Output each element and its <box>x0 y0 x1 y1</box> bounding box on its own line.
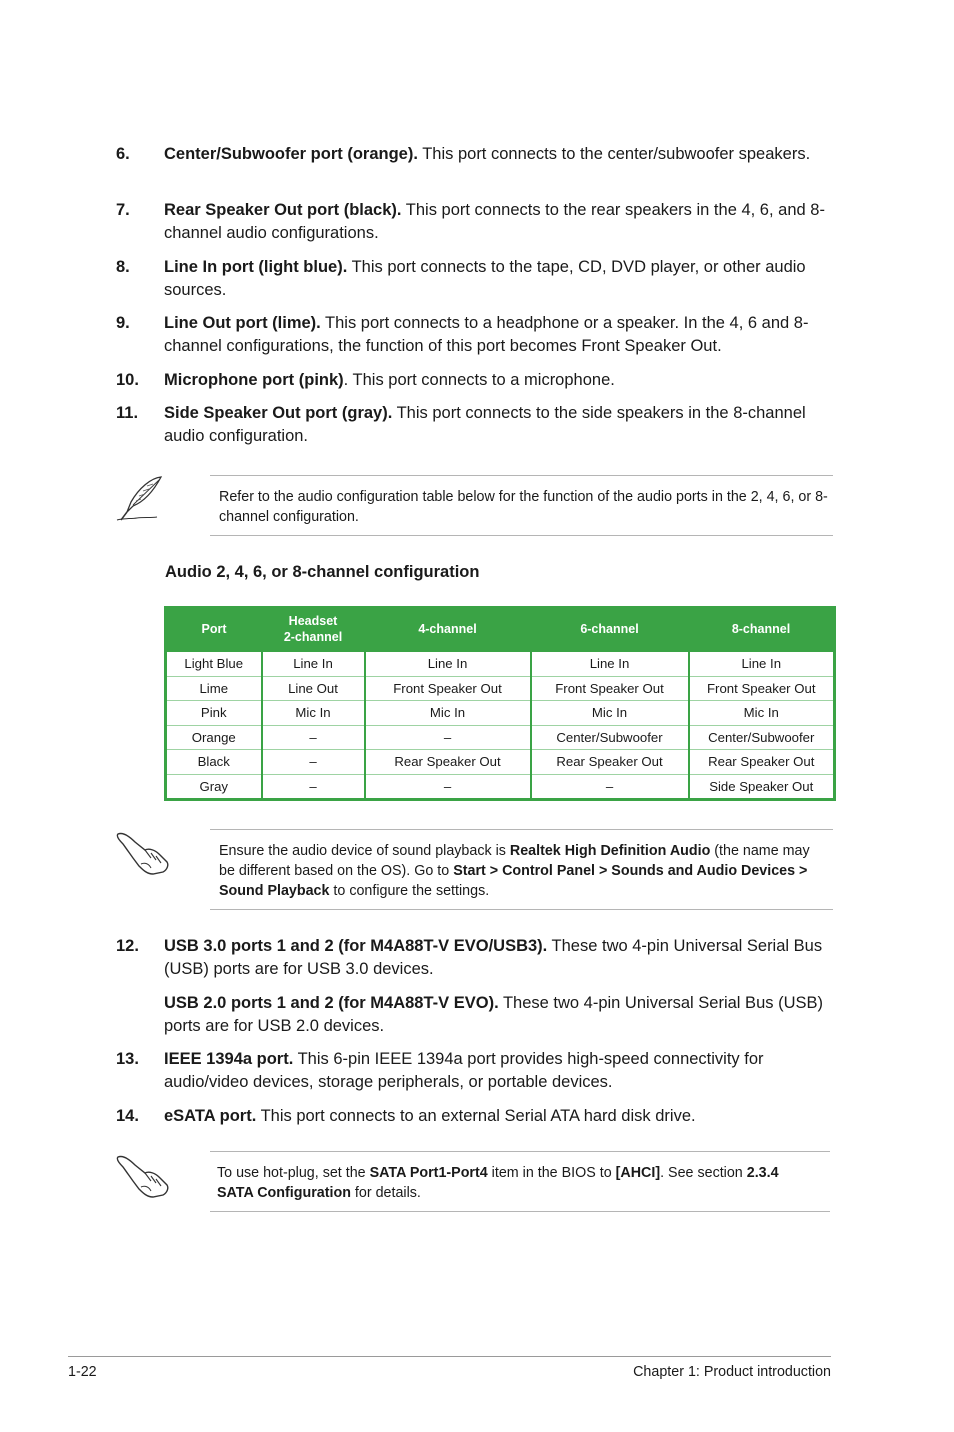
note-bold: Start > Control Panel > Sounds and Audio Devices > Sound Playback <box>219 863 808 899</box>
cell: Rear Speaker Out <box>531 750 689 775</box>
list-item-14 <box>116 1105 836 1128</box>
note-audio-config <box>219 487 831 527</box>
note-divider-top <box>210 475 833 476</box>
cell: Line In <box>531 652 689 677</box>
item-title: Rear Speaker Out port (black). <box>164 201 402 219</box>
table-row <box>166 676 835 701</box>
note-text: item in the BIOS to <box>487 1165 616 1181</box>
col-header-port: Port <box>166 607 262 652</box>
cell: Line In <box>689 652 835 677</box>
list-item-8 <box>116 256 836 302</box>
cell: Gray <box>166 774 262 800</box>
note-text: (the name may be different based on the OS). Go to <box>219 843 810 879</box>
col-header-4ch: 4-channel <box>365 607 531 652</box>
table-header-row <box>166 607 835 652</box>
cell: Pink <box>166 701 262 726</box>
note-divider-bottom <box>210 909 833 910</box>
note-text: for details. <box>350 1185 421 1201</box>
list-item-12b <box>116 992 836 1038</box>
cell: Rear Speaker Out <box>365 750 531 775</box>
item-title: Line Out port (lime). <box>164 314 321 332</box>
cell: – <box>262 725 365 750</box>
cell: Black <box>166 750 262 775</box>
note-text: to configure the settings. <box>329 883 490 899</box>
note-text: To use hot-plug, set the <box>217 1165 370 1181</box>
cell: – <box>365 774 531 800</box>
item-text: This port connects to the side speakers in the 8-channel audio configuration. <box>164 404 806 445</box>
note-divider-bottom <box>210 535 833 536</box>
cell: Mic In <box>689 701 835 726</box>
cell: – <box>365 725 531 750</box>
table-row <box>166 701 835 726</box>
cell: Front Speaker Out <box>365 676 531 701</box>
item-text: These two 4-pin Universal Serial Bus (USB) ports are for USB 2.0 devices. <box>164 994 823 1035</box>
item-text: . This port connects to a microphone. <box>343 371 615 389</box>
item-title: Side Speaker Out port (gray). <box>164 404 393 422</box>
item-title: eSATA port. <box>164 1107 257 1125</box>
note-hot-plug <box>217 1163 817 1203</box>
list-item-11 <box>116 402 836 448</box>
note-text: . See section <box>660 1165 747 1181</box>
page-number: 1-22 <box>68 1364 97 1380</box>
list-item-13 <box>116 1048 836 1094</box>
item-title: Center/Subwoofer port (orange). <box>164 145 418 163</box>
item-text: These two 4-pin Universal Serial Bus (USB) ports are for USB 3.0 devices. <box>164 937 823 978</box>
item-title: Microphone port (pink) <box>164 371 344 389</box>
item-title: USB 3.0 ports 1 and 2 (for M4A88T-V EVO/USB3). <box>164 937 548 955</box>
item-title: Line In port (light blue). <box>164 258 348 276</box>
note-sound-device <box>219 841 819 901</box>
table-row <box>166 725 835 750</box>
cell: Front Speaker Out <box>531 676 689 701</box>
item-text: This 6-pin IEEE 1394a port provides high-speed connectivity for audio/video devices, storage peripherals, or portable devices. <box>164 1050 764 1091</box>
item-text: This port connects to the tape, CD, DVD player, or other audio sources. <box>164 258 806 299</box>
item-title: IEEE 1394a port. <box>164 1050 294 1068</box>
item-number: 8. <box>116 258 130 276</box>
list-item-10 <box>116 369 836 392</box>
cell: Front Speaker Out <box>689 676 835 701</box>
col-header-6ch: 6-channel <box>531 607 689 652</box>
col-header-8ch: 8-channel <box>689 607 835 652</box>
cell: Line In <box>262 652 365 677</box>
cell: Mic In <box>531 701 689 726</box>
cell: – <box>262 750 365 775</box>
item-number: 11. <box>116 404 139 422</box>
cell: Line In <box>365 652 531 677</box>
cell: Rear Speaker Out <box>689 750 835 775</box>
note-text: Ensure the audio device of sound playback is <box>219 843 510 859</box>
hand-icon <box>115 1151 171 1199</box>
item-number: 9. <box>116 314 130 332</box>
note-divider-top <box>210 1151 830 1152</box>
item-number: 10. <box>116 371 139 389</box>
note-text: Refer to the audio configuration table below for the function of the audio ports in the 2, 4, 6, or 8-channel configuration. <box>219 489 828 525</box>
col-header-headset-line1: Headset <box>288 614 338 628</box>
col-header-headset <box>262 607 365 652</box>
item-number: 14. <box>116 1107 139 1125</box>
cell: – <box>531 774 689 800</box>
cell: Center/Subwoofer <box>689 725 835 750</box>
cell: Mic In <box>262 701 365 726</box>
cell: Mic In <box>365 701 531 726</box>
item-text: This port connects to a headphone or a speaker. In the 4, 6 and 8-channel configurations, the function of this port becomes Front Speaker Out. <box>164 314 809 355</box>
pen-icon <box>113 474 167 524</box>
table-row <box>166 652 835 677</box>
note-bold: Realtek High Definition Audio <box>509 843 711 859</box>
list-item-7 <box>116 199 836 245</box>
col-header-headset-line2: 2-channel <box>283 630 343 644</box>
item-title: USB 2.0 ports 1 and 2 (for M4A88T-V EVO). <box>164 994 499 1012</box>
item-text: This port connects to the center/subwoofer speakers. <box>417 145 811 163</box>
list-item-12 <box>116 935 836 981</box>
item-number: 13. <box>116 1050 139 1068</box>
note-bold: SATA Port1-Port4 <box>369 1165 488 1181</box>
item-text: This port connects to an external Serial ATA hard disk drive. <box>256 1107 696 1125</box>
cell: Lime <box>166 676 262 701</box>
audio-config-table <box>164 606 836 801</box>
hand-icon <box>115 828 171 876</box>
table-row <box>166 774 835 800</box>
note-bold: 2.3.4 SATA Configuration <box>217 1165 779 1201</box>
cell: Light Blue <box>166 652 262 677</box>
item-number: 7. <box>116 201 130 219</box>
item-number: 12. <box>116 937 139 955</box>
cell: Center/Subwoofer <box>531 725 689 750</box>
cell: Line Out <box>262 676 365 701</box>
note-bold: [AHCI] <box>615 1165 661 1181</box>
cell: Orange <box>166 725 262 750</box>
table-caption: Audio 2, 4, 6, or 8-channel configuration <box>165 563 480 581</box>
cell: – <box>262 774 365 800</box>
chapter-title: Chapter 1: Product introduction <box>633 1364 831 1380</box>
note-divider-top <box>210 829 833 830</box>
item-text: This port connects to the rear speakers in the 4, 6, and 8-channel audio configurations. <box>164 201 825 242</box>
cell: Side Speaker Out <box>689 774 835 800</box>
table-row <box>166 750 835 775</box>
list-item-9 <box>116 312 836 358</box>
item-number: 6. <box>116 145 130 163</box>
list-item-6 <box>116 143 836 166</box>
note-divider-bottom <box>210 1211 830 1212</box>
footer-divider <box>68 1356 831 1357</box>
